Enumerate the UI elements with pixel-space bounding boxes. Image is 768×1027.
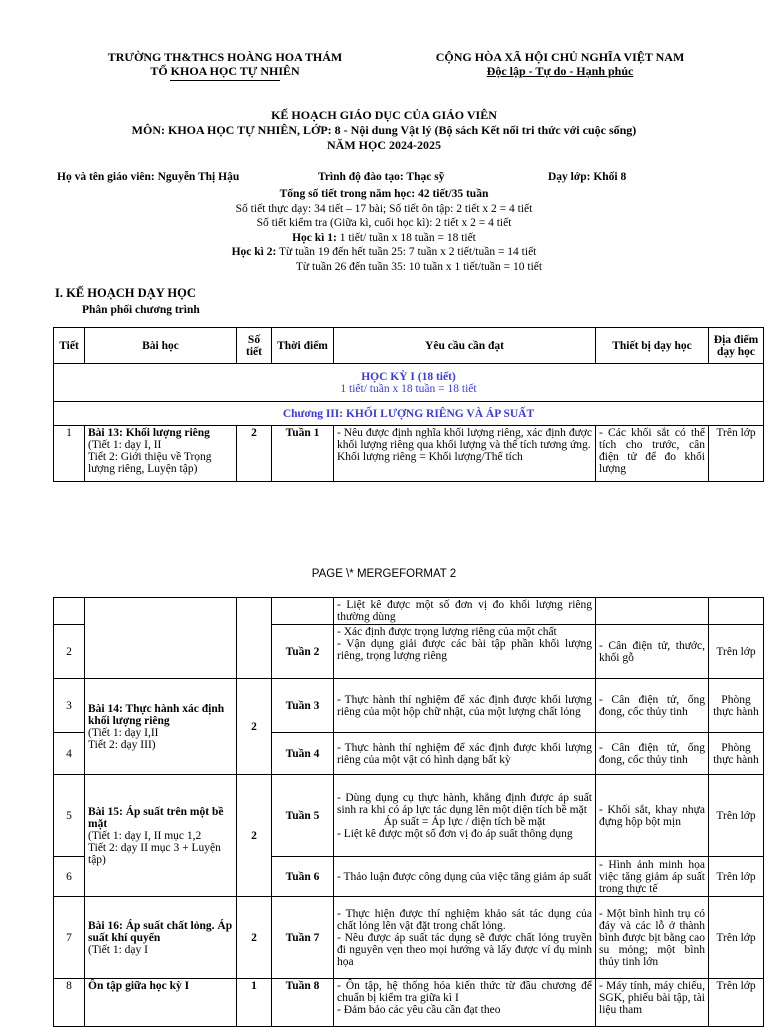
row-dia-diem: Trên lớp	[709, 775, 764, 857]
requirement-formula: Áp suất = Áp lực / diện tích bề mặt	[383, 815, 546, 828]
summary-hk2	[0, 245, 768, 260]
teaching-class: Dạy lớp: Khối 8	[548, 171, 627, 183]
requirement-1: - Nêu được định nghĩa khối lượng riêng, xác định được khối lượng riêng qua khối lượng và thể tích tương ứng.	[337, 427, 592, 451]
row-tiet: 1	[54, 426, 85, 482]
section-subheading: Phân phối chương trình	[82, 304, 200, 316]
national-header	[400, 50, 720, 78]
row-dia-diem: Phòng thực hành	[709, 679, 764, 733]
row-so-tiet: 2	[237, 426, 272, 482]
school-year: NĂM HỌC 2024-2025	[327, 138, 441, 152]
row-bai-hoc	[85, 897, 237, 979]
table-row	[54, 679, 764, 733]
row-thiet-bi	[596, 598, 709, 625]
table-row	[54, 897, 764, 979]
summary-hk1-label: Học kì 1:	[292, 231, 337, 244]
lesson-summary	[0, 187, 768, 274]
teacher-degree: Trình độ đào tạo: Thạc sỹ	[318, 171, 445, 183]
row-dia-diem: Phòng thực hành	[709, 733, 764, 775]
row-dia-diem: Trên lớp	[709, 857, 764, 897]
row-tiet: 4	[54, 733, 85, 775]
summary-line3: Số tiết kiểm tra (Giữa kì, cuối học kì): 2 tiết x 2 = 4 tiết	[256, 217, 512, 229]
lesson-note-1: (Tiết 1: dạy I, II	[88, 439, 162, 451]
summary-hk2-line2: Từ tuần 26 đến tuần 35: 10 tuần x 1 tiết/tuần = 10 tiết	[295, 260, 543, 273]
row-thiet-bi: - Khối sắt, khay nhựa đựng hộp bột mịn	[596, 775, 709, 857]
table-header-row	[54, 328, 764, 364]
program-table-2	[53, 597, 764, 1027]
row-dia-diem: Trên lớp	[709, 625, 764, 679]
semester-subtitle: 1 tiết/ tuần x 18 tuần = 18 tiết	[340, 382, 477, 395]
row-thiet-bi: - Cân điện tử, ống đong, cốc thủy tinh	[596, 679, 709, 733]
document-titles	[0, 108, 768, 153]
lesson-title: Bài 16: Áp suất chất lỏng. Áp suất khí quyển	[88, 919, 233, 944]
row-yeu-cau: - Thảo luận được công dụng của việc tăng giảm áp suất	[334, 857, 596, 897]
row-dia-diem: Trên lớp	[709, 897, 764, 979]
row-dia-diem	[709, 598, 764, 625]
national-motto: Độc lập - Tự do - Hạnh phúc	[486, 64, 634, 78]
row-yeu-cau	[334, 775, 596, 857]
row-thiet-bi: - Các khối sắt có thể tích cho trước, cân điện tử để đo khối lượng	[596, 426, 709, 482]
row-yeu-cau: - Liệt kê được một số đơn vị đo khối lượng riêng thường dùng	[334, 598, 596, 625]
row-thoi-diem: Tuần 1	[272, 426, 334, 482]
col-header-tiet: Tiết	[54, 328, 85, 364]
row-tiet	[54, 598, 85, 625]
row-thoi-diem: Tuần 2	[272, 625, 334, 679]
lesson-note-2: Tiết 2: dạy III)	[88, 738, 156, 751]
table-row	[54, 598, 764, 625]
lesson-note-1: (Tiết 1: dạy I	[88, 943, 148, 956]
summary-hk1-text: 1 tiết/ tuần x 18 tuần = 18 tiết	[336, 231, 476, 244]
table-row	[54, 979, 764, 1027]
lesson-note-1: (Tiết 1: dạy I,II	[88, 726, 159, 739]
requirement-1: - Thực hiện được thí nghiệm khảo sát tác dụng của chất lỏng lên vật đặt trong chất lỏng.	[337, 907, 592, 932]
requirement-2: - Liệt kê được một số đơn vị đo áp suất thông dụng	[337, 827, 573, 840]
teacher-name: Họ và tên giáo viên: Nguyễn Thị Hậu	[57, 171, 240, 183]
row-tiet: 3	[54, 679, 85, 733]
requirement-2: Khối lượng riêng = Khối lượng/Thể tích	[337, 451, 523, 463]
row-tiet: 5	[54, 775, 85, 857]
row-thoi-diem: Tuần 8	[272, 979, 334, 1027]
row-yeu-cau	[334, 625, 596, 679]
school-header	[60, 50, 390, 81]
row-bai-hoc: Ôn tập giữa học kỳ I	[85, 979, 237, 1027]
row-thiet-bi: - Cân điện tử, ống đong, cốc thủy tinh	[596, 733, 709, 775]
col-header-thoi-diem: Thời điểm	[272, 328, 334, 364]
national-title: CỘNG HÒA XÃ HỘI CHỦ NGHĨA VIỆT NAM	[435, 50, 685, 64]
col-header-dia-diem: Địa điểm dạy học	[709, 328, 764, 364]
plan-title: KẾ HOẠCH GIÁO DỤC CỦA GIÁO VIÊN	[271, 108, 497, 122]
row-tiet: 8	[54, 979, 85, 1027]
row-tiet: 7	[54, 897, 85, 979]
summary-hk2-text: Từ tuần 19 đến hết tuần 25: 7 tuần x 2 tiết/tuần = 14 tiết	[276, 246, 537, 258]
row-thiet-bi: - Máy tính, máy chiếu, SGK, phiếu bài tập, tài liệu tham	[596, 979, 709, 1027]
row-dia-diem: Trên lớp	[709, 979, 764, 1027]
col-header-so-tiet: Số tiết	[237, 328, 272, 364]
row-yeu-cau	[334, 979, 596, 1027]
row-yeu-cau: - Thực hành thí nghiệm để xác định được khối lượng riêng của một hộp chữ nhật, của một lượng chất lỏng	[334, 679, 596, 733]
semester-title: HỌC KỲ I (18 tiết)	[361, 370, 456, 383]
row-thoi-diem: Tuần 5	[272, 775, 334, 857]
lesson-title: Bài 15: Áp suất trên một bề mặt	[88, 805, 224, 830]
program-table-1	[53, 327, 764, 482]
row-so-tiet: 2	[237, 775, 272, 897]
row-thiet-bi: - Cân điện tử, thước, khối gỗ	[596, 625, 709, 679]
header-divider	[170, 80, 280, 81]
row-so-tiet: 2	[237, 897, 272, 979]
requirement-1: - Dùng dụng cụ thực hành, khẳng định được áp suất sinh ra khi có áp lực tác dụng lên một diện tích bề mặt	[337, 791, 592, 816]
lesson-title: Bài 13: Khối lượng riêng	[88, 427, 210, 439]
lesson-note-2: Tiết 2: Giới thiệu về Trọng lượng riêng, Luyện tập)	[88, 451, 212, 475]
teacher-info	[0, 171, 768, 185]
row-thoi-diem: Tuần 6	[272, 857, 334, 897]
row-bai-hoc	[85, 426, 237, 482]
semester-cell	[54, 364, 764, 402]
semester-row	[54, 364, 764, 402]
row-so-tiet: 2	[237, 679, 272, 775]
row-bai-hoc	[85, 679, 237, 775]
row-thoi-diem: Tuần 3	[272, 679, 334, 733]
table-row	[54, 426, 764, 482]
row-thiet-bi: - Hình ảnh minh họa việc tăng giảm áp suất trong thực tế	[596, 857, 709, 897]
row-so-tiet: 1	[237, 979, 272, 1027]
requirement-2: - Nêu được áp suất tác dụng sẽ được chất lỏng truyền đi nguyên vẹn theo mọi hướng và lấy được ví dụ minh họa	[337, 931, 592, 968]
summary-total: Tổng số tiết trong năm học: 42 tiết/35 tuần	[279, 188, 489, 200]
row-so-tiet	[237, 598, 272, 679]
requirement-1: - Ôn tập, hệ thống hóa kiến thức từ đầu chương để chuẩn bị kiểm tra giữa kì I	[337, 980, 592, 1004]
summary-line2: Số tiết thực dạy: 34 tiết – 17 bài; Số tiết ôn tập: 2 tiết x 2 = 4 tiết	[235, 202, 533, 215]
row-yeu-cau	[334, 426, 596, 482]
summary-hk1	[0, 231, 768, 246]
row-tiet: 2	[54, 625, 85, 679]
requirement-1: - Xác định được trọng lượng riêng của một chất	[337, 626, 557, 638]
col-header-bai-hoc: Bài học	[85, 328, 237, 364]
row-thoi-diem	[272, 598, 334, 625]
row-yeu-cau	[334, 897, 596, 979]
row-thiet-bi: - Một bình hình trụ có đáy và các lỗ ở thành bình được bịt bằng cao su mỏng; một bình thủy tinh lớn	[596, 897, 709, 979]
col-header-thiet-bi: Thiết bị dạy học	[596, 328, 709, 364]
row-bai-hoc	[85, 775, 237, 897]
section-heading: I. KẾ HOẠCH DẠY HỌC	[55, 286, 196, 300]
subject-title: MÔN: KHOA HỌC TỰ NHIÊN, LỚP: 8 - Nội dung Vật lý (Bộ sách Kết nối tri thức với cuộc sống)	[131, 123, 637, 137]
row-bai-hoc	[85, 598, 237, 679]
lesson-note-2: Tiết 2: dạy II mục 3 + Luyện tập)	[88, 841, 221, 866]
row-tiet: 6	[54, 857, 85, 897]
row-dia-diem: Trên lớp	[709, 426, 764, 482]
requirement-2: - Đảm bảo các yêu cầu cần đạt theo	[337, 1004, 501, 1016]
lesson-note-1: (Tiết 1: dạy I, II mục 1,2	[88, 829, 202, 842]
row-thoi-diem: Tuần 7	[272, 897, 334, 979]
row-yeu-cau: - Thực hành thí nghiệm để xác định được khối lượng riêng của một vật có hình dạng bất kỳ	[334, 733, 596, 775]
department-name: TỔ KHOA HỌC TỰ NHIÊN	[150, 64, 300, 78]
table-row	[54, 775, 764, 857]
requirement-2: - Vận dụng giải được các bài tập phần khối lượng riêng, trọng lượng riêng	[337, 638, 592, 662]
school-name: TRƯỜNG TH&THCS HOÀNG HOA THÁM	[107, 50, 343, 64]
lesson-title: Bài 14: Thực hành xác định khối lượng riêng	[88, 702, 225, 727]
chapter-row	[54, 402, 764, 426]
page-footer: PAGE \* MERGEFORMAT 2	[311, 568, 457, 580]
summary-hk2-label: Học kì 2:	[231, 246, 277, 258]
chapter-title: Chương III: KHỐI LƯỢNG RIÊNG VÀ ÁP SUẤT	[54, 402, 764, 426]
col-header-yeu-cau: Yêu cầu cần đạt	[334, 328, 596, 364]
row-thoi-diem: Tuần 4	[272, 733, 334, 775]
